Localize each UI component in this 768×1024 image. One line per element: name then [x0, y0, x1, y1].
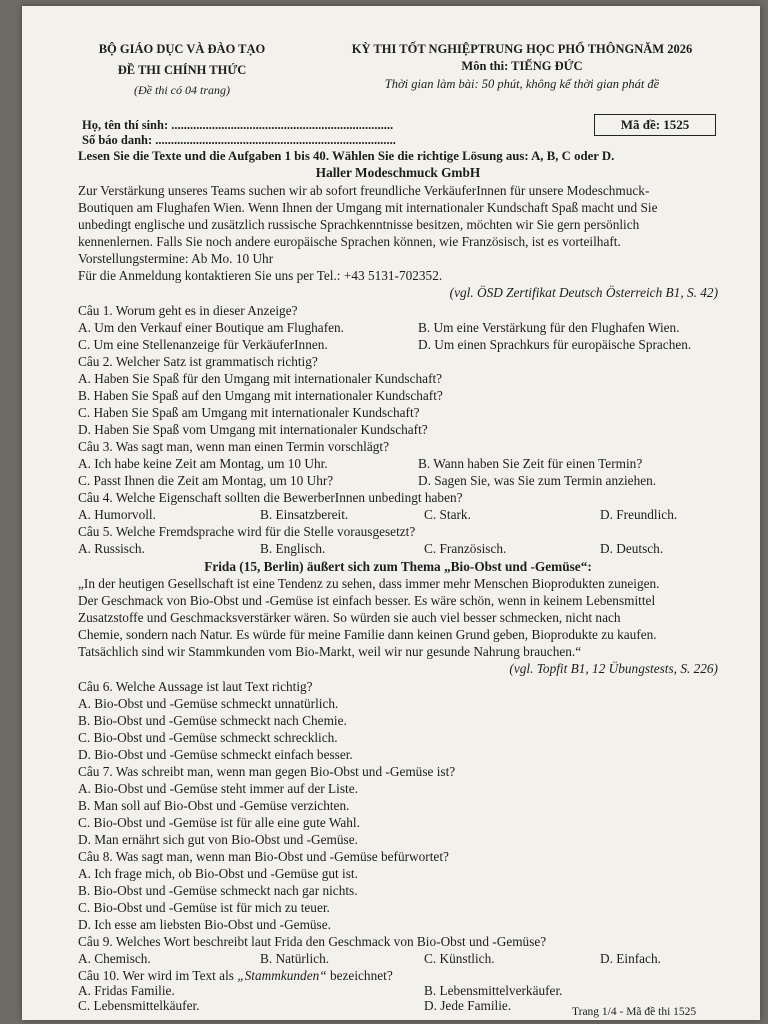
question-1: Câu 1. Worum geht es in dieser Anzeige?: [78, 303, 298, 318]
q2-option-a: A. Haben Sie Spaß für den Umgang mit internationaler Kundschaft?: [78, 371, 443, 386]
page-footer: Trang 1/4 - Mã đề thi 1525: [572, 1006, 697, 1018]
question-8: Câu 8. Was sagt man, wenn man Bio-Obst und -Gemüse befürwortet?: [78, 849, 449, 864]
q6-option-c: C. Bio-Obst und -Gemüse schmeckt schrecklich.: [78, 730, 338, 745]
question-9: Câu 9. Welches Wort beschreibt laut Frida den Geschmack von Bio-Obst und -Gemüse?: [78, 934, 547, 949]
text2-line: „In der heutigen Gesellschaft ist eine Tendenz zu sehen, dass immer mehr Menschen Bioprodukten zuneigen.: [78, 576, 660, 591]
q1-option-c: C. Um eine Stellenanzeige für VerkäuferInnen.: [78, 337, 328, 352]
question-2: Câu 2. Welcher Satz ist grammatisch richtig?: [78, 354, 318, 369]
q6-option-d: D. Bio-Obst und -Gemüse schmeckt einfach besser.: [78, 747, 353, 762]
exam-code-box: Mã đề: 1525: [594, 114, 716, 136]
q3-option-c: C. Passt Ihnen die Zeit am Montag, um 10 Uhr?: [78, 473, 334, 488]
question-5: Câu 5. Welche Fremdsprache wird für die Stelle vorausgesetzt?: [78, 524, 416, 539]
q4-option-d: D. Freundlich.: [600, 507, 678, 522]
q7-option-d: D. Man ernährt sich gut von Bio-Obst und -Gemüse.: [78, 832, 358, 847]
q7-option-c: C. Bio-Obst und -Gemüse ist für alle eine gute Wahl.: [78, 815, 360, 830]
q4-option-c: C. Stark.: [424, 507, 471, 522]
header-right: [322, 42, 722, 92]
q3-option-a: A. Ich habe keine Zeit am Montag, um 10 Uhr.: [78, 456, 328, 471]
text1-title: Haller Modeschmuck GmbH: [315, 165, 481, 180]
candidate-id-field: Số báo danh: .............................................................................: [82, 133, 396, 147]
header-left: [82, 42, 282, 98]
text2-title: Frida (15, Berlin) äußert sich zum Thema „Bio-Obst und -Gemüse“:: [204, 559, 592, 574]
q9-option-b: B. Natürlich.: [260, 951, 330, 966]
q4-option-b: B. Einsatzbereit.: [260, 507, 349, 522]
q10-text-pre: Câu 10. Wer wird im Text als: [78, 968, 238, 983]
q7-option-b: B. Man soll auf Bio-Obst und -Gemüse verzichten.: [78, 798, 350, 813]
q10-option-a: A. Fridas Familie.: [78, 983, 175, 998]
text1-line: unbedingt englische und zusätzlich russische Sprachkenntnisse besitzen, möchten wir Sie gern persönlich: [78, 217, 640, 232]
q5-option-a: A. Russisch.: [78, 541, 145, 556]
q10-option-c: C. Lebensmittelkäufer.: [78, 998, 200, 1013]
q1-option-a: A. Um den Verkauf einer Boutique am Flughafen.: [78, 320, 344, 335]
q1-option-b: B. Um eine Verstärkung für den Flughafen Wien.: [418, 320, 680, 335]
question-7: Câu 7. Was schreibt man, wenn man gegen Bio-Obst und -Gemüse ist?: [78, 764, 456, 779]
text2-source: (vgl. Topfit B1, 12 Übungstests, S. 226): [509, 661, 718, 676]
q10-option-b: B. Lebensmittelverkäufer.: [424, 983, 563, 998]
q9-option-d: D. Einfach.: [600, 951, 661, 966]
text1-line: kennenlernen. Falls Sie noch andere europäische Sprachen können, wie Französisch, ist es vorteilhaft.: [78, 234, 621, 249]
q8-option-a: A. Ich frage mich, ob Bio-Obst und -Gemüse gut ist.: [78, 866, 358, 881]
q7-option-a: A. Bio-Obst und -Gemüse steht immer auf der Liste.: [78, 781, 358, 796]
q8-option-c: C. Bio-Obst und -Gemüse ist für mich zu teuer.: [78, 900, 330, 915]
time-line: Thời gian làm bài: 50 phút, không kể thời gian phát đề: [384, 77, 660, 91]
q3-option-d: D. Sagen Sie, was Sie zum Termin anziehen.: [418, 473, 657, 488]
instruction: Lesen Sie die Texte und die Aufgaben 1 bis 40. Wählen Sie die richtige Lösung aus: A, B, C oder D.: [78, 149, 615, 163]
q5-option-b: B. Englisch.: [260, 541, 326, 556]
exam-page: [22, 6, 760, 1020]
q2-option-b: B. Haben Sie Spaß auf den Umgang mit internationaler Kundschaft?: [78, 388, 443, 403]
official-exam-label: ĐỀ THI CHÍNH THỨC: [117, 63, 247, 77]
text2-line: Zusatzstoffe und Geschmacksverstärker wären. So würden sie auch viel besser schmecken, nicht nach: [78, 610, 621, 625]
q5-option-d: D. Deutsch.: [600, 541, 664, 556]
question-4: Câu 4. Welche Eigenschaft sollten die BewerberInnen unbedingt haben?: [78, 490, 463, 505]
q2-option-c: C. Haben Sie Spaß am Umgang mit internationaler Kundschaft?: [78, 405, 420, 420]
text2-line: Tatsächlich sind wir Stammkunden vom Bio-Markt, weil wir nur gesunde Nahrung brauchen.“: [78, 644, 582, 659]
text1-line: Für die Anmeldung kontaktieren Sie uns per Tel.: +43 5131-702352.: [78, 268, 443, 283]
q5-option-c: C. Französisch.: [424, 541, 507, 556]
candidate-name-field: Họ, tên thí sinh: .......................................................................: [82, 118, 394, 132]
ministry-name: BỘ GIÁO DỤC VÀ ĐÀO TẠO: [98, 42, 266, 56]
text1-line: Boutiquen am Flughafen Wien. Wenn Ihnen der Umgang mit internationaler Kundschaft Spaß macht und Sie: [78, 200, 658, 215]
q8-option-b: B. Bio-Obst und -Gemüse schmeckt nach gar nichts.: [78, 883, 358, 898]
text2-line: Chemie, sondern nach Natur. Es würde für meine Familie dann keinen Grund geben, Bioprodukte zu kaufen.: [78, 627, 657, 642]
pages-note: (Đề thi có 04 trang): [134, 83, 230, 97]
question-3: Câu 3. Was sagt man, wenn man einen Termin vorschlägt?: [78, 439, 390, 454]
q4-option-a: A. Humorvoll.: [78, 507, 156, 522]
question-6: Câu 6. Welche Aussage ist laut Text richtig?: [78, 679, 313, 694]
q6-option-b: B. Bio-Obst und -Gemüse schmeckt nach Chemie.: [78, 713, 347, 728]
q10-text-post: bezeichnet?: [326, 968, 393, 983]
q1-option-d: D. Um einen Sprachkurs für europäische Sprachen.: [418, 337, 692, 352]
q9-option-a: A. Chemisch.: [78, 951, 151, 966]
q10-term: „Stammkunden“: [237, 968, 327, 983]
text1-line: Vorstellungstermine: Ab Mo. 10 Uhr: [78, 251, 274, 266]
q6-option-a: A. Bio-Obst und -Gemüse schmeckt unnatürlich.: [78, 696, 339, 711]
exam-title: KỲ THI TỐT NGHIỆPTRUNG HỌC PHỔ THÔNGNĂM 2026: [351, 42, 693, 56]
subject-line: Môn thi: TIẾNG ĐỨC: [461, 59, 583, 73]
text1-line: Zur Verstärkung unseres Teams suchen wir ab sofort freundliche VerkäuferInnen für unsere Modeschmuck-: [78, 183, 650, 198]
q8-option-d: D. Ich esse am liebsten Bio-Obst und -Gemüse.: [78, 917, 331, 932]
q2-option-d: D. Haben Sie Spaß vom Umgang mit internationaler Kundschaft?: [78, 422, 428, 437]
q9-option-c: C. Künstlich.: [424, 951, 495, 966]
text2-line: Der Geschmack von Bio-Obst und -Gemüse ist einfach besser. Es wäre schön, wenn in keinem Lebensmittel: [78, 593, 656, 608]
q3-option-b: B. Wann haben Sie Zeit für einen Termin?: [418, 456, 643, 471]
q10-option-d: D. Jede Familie.: [424, 998, 512, 1013]
text1-source: (vgl. ÖSD Zertifikat Deutsch Österreich B1, S. 42): [449, 285, 718, 300]
